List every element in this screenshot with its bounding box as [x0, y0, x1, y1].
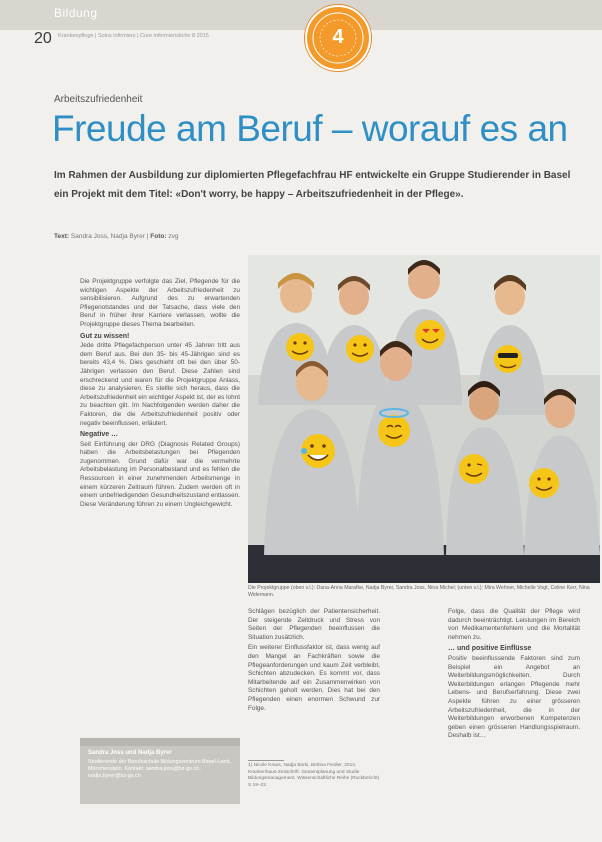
- paragraph: Die Projektgruppe verfolgte das Ziel, Pflegende für die wichtigen Aspekte der Arbeitszufriedenheit zu sensibilisieren. Aufgrund des zu erwartenden Pflegenotstandes und der Tatsache, dass viele den Beruf in früher ihrer Karriere verlassen, wollte die Projektgruppe dieses Thema bearbeiten.: [80, 278, 240, 328]
- footnote-text: 1) Nicole Kraus, Nadja Bürki, Bettina Fiedler, 2014. Krankenhaus-Zeitschrift. Gesamtplanung und Studie Bildungsmanagement. Wissenschaftliche Reihe (Ruckbericht) S 19–22.: [248, 763, 380, 788]
- running-header: Krankenpflege | Soins infirmiers | Cure infermieristiche 8 2015: [58, 33, 209, 39]
- byline-photo-label: Foto:: [150, 233, 167, 240]
- emoji-icon: [286, 333, 314, 361]
- emoji-icon: [459, 454, 489, 484]
- article-kicker: Arbeitszufriedenheit: [54, 94, 143, 105]
- paragraph: Ein weiterer Einflussfaktor ist, dass wenig auf den Mangel an Fachkräften sowie die Pflegeanforderungen und kaum Zeit verbleibt, Schichten abzudecken. Es kommt vor, dass Mitarbeitende auf ein Zusammenwirken von Schichten geholt werden. Dies hat bei den Pflegenden einen enormen Schwund zur Folge.: [248, 644, 380, 712]
- paragraph: Positiv beeinflussende Faktoren sind zum Beispiel ein Angebot an Weiterbildungsmöglichkeiten. Durch Weiterbildungen erlangen Pflegende mehr Lebens- und Berufserfahrung. Diese zwei Aspekte führen zu einer grösseren Arbeitszufriedenheit, die in der Weiterbildungen erworbenen Kompetenzen geben einen grösseren Handlungsspielraum. Deshalb ist…: [448, 654, 580, 740]
- emoji-icon: [346, 335, 374, 363]
- column-left: [80, 278, 240, 511]
- emoji-icon: [529, 468, 559, 498]
- paragraph: Seit Einführung der DRG (Diagnosis Related Groups) haben die Arbeitsbelastungen bei Pflegenden zugenommen. Grund dafür war die vermehrte Arbeitsbelastung im Personalbestand und es fehlen die Ressourcen in einer zunehmenden Arbeitsmenge in einem kürzeren Zeitraum führen. Zudem werden oft in einem unbefriedigenden Gesundheitszustand entlassen. Diese Veränderung führen zu einem Ungleichgewicht.: [80, 440, 240, 508]
- column-right: [448, 608, 580, 743]
- photo-caption: Die Projektgruppe (oben v.l.): Dana-Anna Marafke, Nadja Byrer, Sandra Joss, Nina Michel; (unten v.l.): Mira Wehner, Michelle Vogt, Celine Kerr, Nina Widemann.: [248, 585, 590, 598]
- article-lead: Im Rahmen der Ausbildung zur diplomierten Pflegefachfrau HF entwickelte ein Gruppe Studierender in Basel ein Projekt mit dem Titel: «Don't worry, be happy – Arbeitszufriedenheit in der Pflege».: [54, 170, 571, 200]
- subheading: … und positive Einflüsse: [448, 645, 532, 653]
- subheading: Negative …: [80, 431, 119, 439]
- emoji-icon: [301, 434, 335, 468]
- badge-number: 4: [332, 26, 344, 48]
- top-band: [0, 0, 602, 30]
- paragraph: Jede dritte Pflegefachperson unter 45 Jahren tritt aus dem Beruf aus. Bei den 35- bis 45-Jährigen sind es bereits 43,4 %. Dies geschieht oft bei den über 50-Jährigen verlassen den Beruf. Diese Zahlen sind erschreckend und waren für die Projektgruppe Anlass, diese zu analysieren. Es stellte sich heraus, dass die Arbeitszufriedenheit ein wichtiger Aspekt ist, der es lohnt zu beachten gilt. Im Nachfolgenden werden daher die Faktoren, die die Arbeitszufriedenheit positiv oder negativ beeinflussen, erläutert.: [80, 342, 240, 427]
- column-middle: [248, 608, 380, 715]
- author-description: Studierende der Berufsschule Bildungszentrum Basel-Land, Münchenstein. Kontakt: sandra.joss@bz-gs.ch, nadja.byrer@bz-gs.ch: [88, 759, 231, 779]
- byline-authors: Sandra Joss, Nadja Byrer |: [70, 233, 149, 240]
- article-byline: [54, 233, 178, 240]
- paragraph: Schlägen bezüglich der Patientensicherheit. Der steigende Zeitdruck und Stress von Seiten der Pflegenden beeinflussen die Situation zusätzlich.: [248, 608, 380, 641]
- rubric-label: Bildung: [54, 6, 98, 20]
- author-box-stripe: [80, 738, 240, 746]
- paragraph: Folge, dass die Qualität der Pflege wird dadurch beeinträchtigt. Leistungen im Bereich von Medikamentenfehlern und die Mortalität nehmen zu.: [448, 608, 580, 641]
- footnote-rule: [248, 760, 284, 761]
- author-names: Sandra Joss und Nadja Byrer: [88, 750, 172, 756]
- group-photo-illustration: [248, 255, 600, 583]
- author-box: [80, 738, 240, 804]
- students-badge: [305, 5, 371, 71]
- byline-text-label: Text:: [54, 233, 70, 240]
- emoji-icon: [415, 320, 445, 350]
- emoji-icon: [494, 345, 522, 373]
- footnote: [248, 760, 380, 789]
- article-title: Freude am Beruf – worauf es an: [52, 108, 568, 149]
- page-number: 20: [34, 30, 52, 47]
- subheading: Gut zu wissen!: [80, 332, 130, 340]
- byline-photo: zvg: [168, 233, 179, 240]
- group-photo: [248, 255, 600, 583]
